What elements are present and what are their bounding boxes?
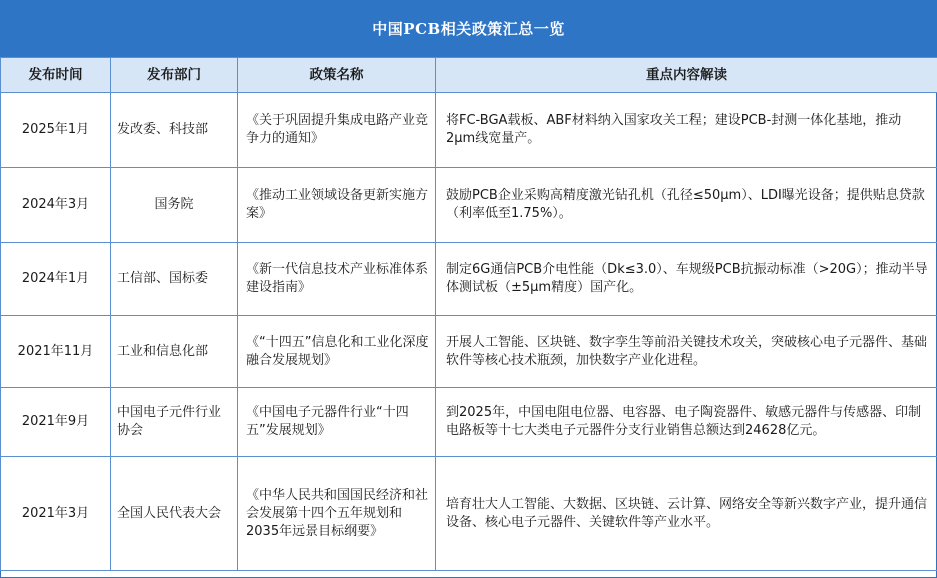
- header-date: 发布时间: [1, 58, 111, 93]
- cell-date: 2024年3月: [1, 168, 111, 243]
- cell-dept: 工信部、国标委: [111, 243, 238, 316]
- cell-content: 鼓励PCB企业采购高精度激光钻孔机（孔径≤50μm）、LDI曝光设备；提供贴息贷款（利率低至1.75%）。: [436, 168, 937, 243]
- cell-dept: 国务院: [111, 168, 238, 243]
- cell-policy: 《中国电子元器件行业“十四五”发展规划》: [238, 388, 436, 457]
- cell-dept: 发改委、科技部: [111, 93, 238, 168]
- cell-date: 2021年9月: [1, 388, 111, 457]
- cell-dept: 工业和信息化部: [111, 316, 238, 388]
- cell-content: 培育壮大人工智能、大数据、区块链、云计算、网络安全等新兴数字产业，提升通信设备、核心电子元器件、关键软件等产业水平。: [436, 457, 937, 571]
- cell-content: 开展人工智能、区块链、数字孪生等前沿关键技术攻关，突破核心电子元器件、基础软件等核心技术瓶颈，加快数字产业化进程。: [436, 316, 937, 388]
- header-policy: 政策名称: [238, 58, 436, 93]
- title-bar: [0, 0, 937, 57]
- cell-policy: 《推动工业领域设备更新实施方案》: [238, 168, 436, 243]
- cell-policy: 《中华人民共和国国民经济和社会发展第十四个五年规划和2035年远景目标纲要》: [238, 457, 436, 571]
- page-title: 中国PCB相关政策汇总一览: [372, 20, 565, 38]
- table-row: [1, 388, 937, 457]
- cell-date: 2025年1月: [1, 93, 111, 168]
- header-dept: 发布部门: [111, 58, 238, 93]
- table-header-row: [1, 58, 937, 93]
- cell-policy: 《“十四五”信息化和工业化深度融合发展规划》: [238, 316, 436, 388]
- cell-date: 2021年3月: [1, 457, 111, 571]
- cell-content: 到2025年，中国电阻电位器、电容器、电子陶瓷器件、敏感元器件与传感器、印制电路板等十七大类电子元器件分支行业销售总额达到24628亿元。: [436, 388, 937, 457]
- cell-date: 2024年1月: [1, 243, 111, 316]
- cell-content: 将FC-BGA载板、ABF材料纳入国家攻关工程；建设PCB-封测一体化基地，推动2μm线宽量产。: [436, 93, 937, 168]
- cell-policy: 《关于巩固提升集成电路产业竞争力的通知》: [238, 93, 436, 168]
- table-row: [1, 243, 937, 316]
- table-row: [1, 316, 937, 388]
- cell-content: 制定6G通信PCB介电性能（Dk≤3.0）、车规级PCB抗振动标准（>20G）；推动半导体测试板（±5μm精度）国产化。: [436, 243, 937, 316]
- cell-dept: 中国电子元件行业协会: [111, 388, 238, 457]
- cell-policy: 《新一代信息技术产业标准体系建设指南》: [238, 243, 436, 316]
- cell-date: 2021年11月: [1, 316, 111, 388]
- table-row: [1, 93, 937, 168]
- table-row: [1, 457, 937, 571]
- cell-dept: 全国人民代表大会: [111, 457, 238, 571]
- table-row: [1, 168, 937, 243]
- policy-table: [0, 57, 937, 571]
- header-content: 重点内容解读: [436, 58, 937, 93]
